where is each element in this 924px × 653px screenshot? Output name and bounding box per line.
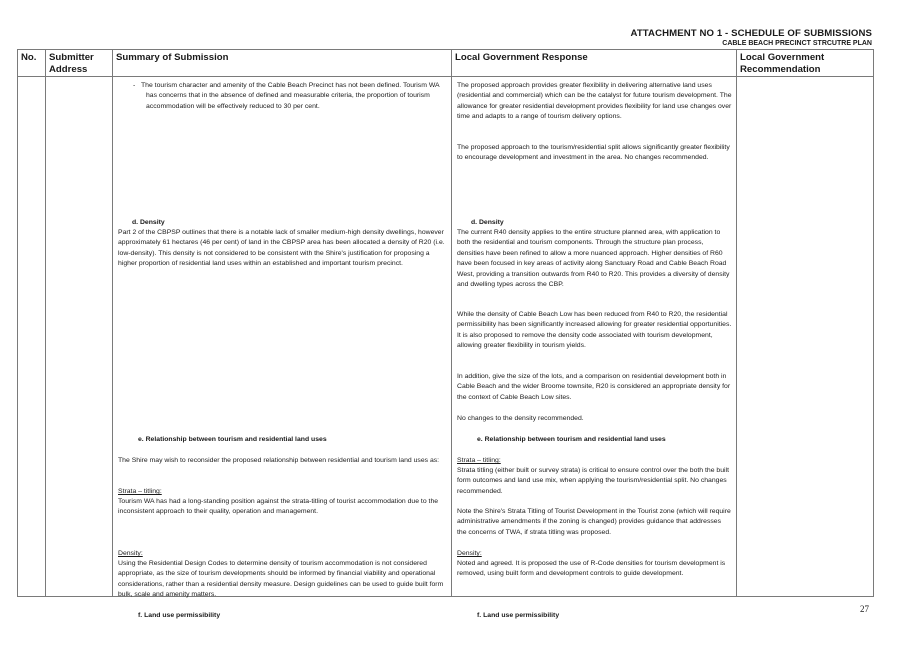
summary-density2-heading: Density: (118, 550, 143, 557)
summary-landuse-heading: f. Land use permissibility (138, 612, 221, 619)
column-header-summary: Summary of Submission (113, 50, 452, 77)
summary-relationship-heading: e. Relationship between tourism and residential land uses (138, 436, 327, 443)
cell-submitter (46, 77, 113, 597)
table-row (18, 77, 874, 597)
cell-response (452, 77, 737, 619)
response-density-paragraph-1: The current R40 density applies to the entire structure planned area, with application to both the residential and tourism components. Through the structure plan process, densities have been refined to allow a more nuanced approach. Higher densities of R60 have been focused in key areas of activity along Sanctuary Road and Cable Beach Road West, providing a transition outwards from R40 to R20. This provides a diversity of density and dwelling types across the CBP. (457, 229, 730, 289)
document-title: ATTACHMENT NO 1 - SCHEDULE OF SUBMISSIONS (630, 28, 872, 39)
summary-strata-text: Tourism WA has had a long-standing position against the strata-titling of tourist accommodation due to the inconsistent approach to their quality, operation and management. (118, 498, 439, 516)
document-subtitle: CABLE BEACH PRECINCT STRCUTRE PLAN (722, 40, 872, 47)
cell-recommendation (737, 77, 874, 597)
column-header-submitter: Submitter Address (46, 50, 113, 77)
response-paragraph-1: The proposed approach provides greater flexibility in delivering alternative land uses (residential and commercial) which can be the catalyst for future tourism development. The allowance for greater residential development provides flexibility for land use changes over time and adapts to a range of tourism delivery options. (457, 82, 732, 121)
response-strata-text: Strata titling (either built or survey strata) is critical to ensure control over the both the built form outcomes and land use mix, when applying the tourism/residential split. No changes recommended. (457, 467, 729, 495)
response-density-paragraph-2: While the density of Cable Beach Low has been reduced from R40 to R20, the residential permissibility has been significantly increased allowing for greater residential opportunities. It is also proposed to remove the density code associated with tourism development, allowing greater flexibility in tourism yields. (457, 311, 732, 350)
summary-density2-text: Using the Residential Design Codes to determine density of tourism accommodation is not considered appropriate, as the size of tourism developments should be informed by financial viability and operational considerations, rather than a residential density measure. Design guidelines can be used to guide built form bulk, scale and amenity matters. (118, 560, 444, 599)
column-header-no: No. (18, 50, 46, 77)
summary-density-heading: d. Density (132, 219, 165, 226)
summary-bullet: - The tourism character and amenity of the Cable Beach Precinct has not been defined. Tourism WA has concerns that in the absence of defined and measurable criteria, the proportion of tourism accommodation will be effectively reduced to 30 per cent. (133, 82, 440, 110)
response-density-heading: d. Density (471, 219, 504, 226)
response-relationship-heading: e. Relationship between tourism and residential land uses (477, 436, 666, 443)
cell-summary (113, 77, 452, 619)
table-header-row (18, 50, 874, 77)
summary-relationship-text: The Shire may wish to reconsider the proposed relationship between residential and tourism land uses as: (118, 457, 440, 464)
response-paragraph-2: The proposed approach to the tourism/residential split allows significantly greater flexibility to encourage development and investment in the area. No changes recommended. (457, 144, 730, 162)
response-strata-note: Note the Shire's Strata Titling of Tourist Development in the Tourist zone (which will require administrative amendments if the zoning is changed) provides guidance that addresses the concerns of TWA, if strata titling was proposed. (457, 508, 731, 536)
page-number: 27 (860, 604, 869, 614)
cell-no (18, 77, 46, 597)
response-density-paragraph-3: In addition, give the size of the lots, and a comparison on residential development both in Cable Beach and the wider Broome townsite, R20 is considered an appropriate density for the context of Cable Beach Low sites. (457, 373, 731, 401)
response-density2-text: Noted and agreed. It is proposed the use of R-Code densities for tourism development is removed, using built form and development controls to guide development. (457, 560, 726, 578)
column-header-recommendation: Local Government Recommendation (737, 50, 874, 77)
column-header-response: Local Government Response (452, 50, 737, 77)
summary-strata-heading: Strata – titling: (118, 488, 162, 495)
response-strata-heading: Strata – titling: (457, 457, 501, 464)
response-density2-heading: Density: (457, 550, 482, 557)
response-density-paragraph-4: No changes to the density recommended. (457, 415, 584, 422)
summary-density-text: Part 2 of the CBPSP outlines that there is a notable lack of smaller medium-high density dwellings, however approximately 61 hectares (46 per cent) of land in the CBPSP area has been allocated a density of R20 (i.e. low-density). This density is not considered to be consistent with the Shire's justification for proposing a higher proportion of residential land uses within an established and important tourism precinct. (118, 229, 445, 268)
response-landuse-heading: f. Land use permissibility (477, 612, 560, 619)
